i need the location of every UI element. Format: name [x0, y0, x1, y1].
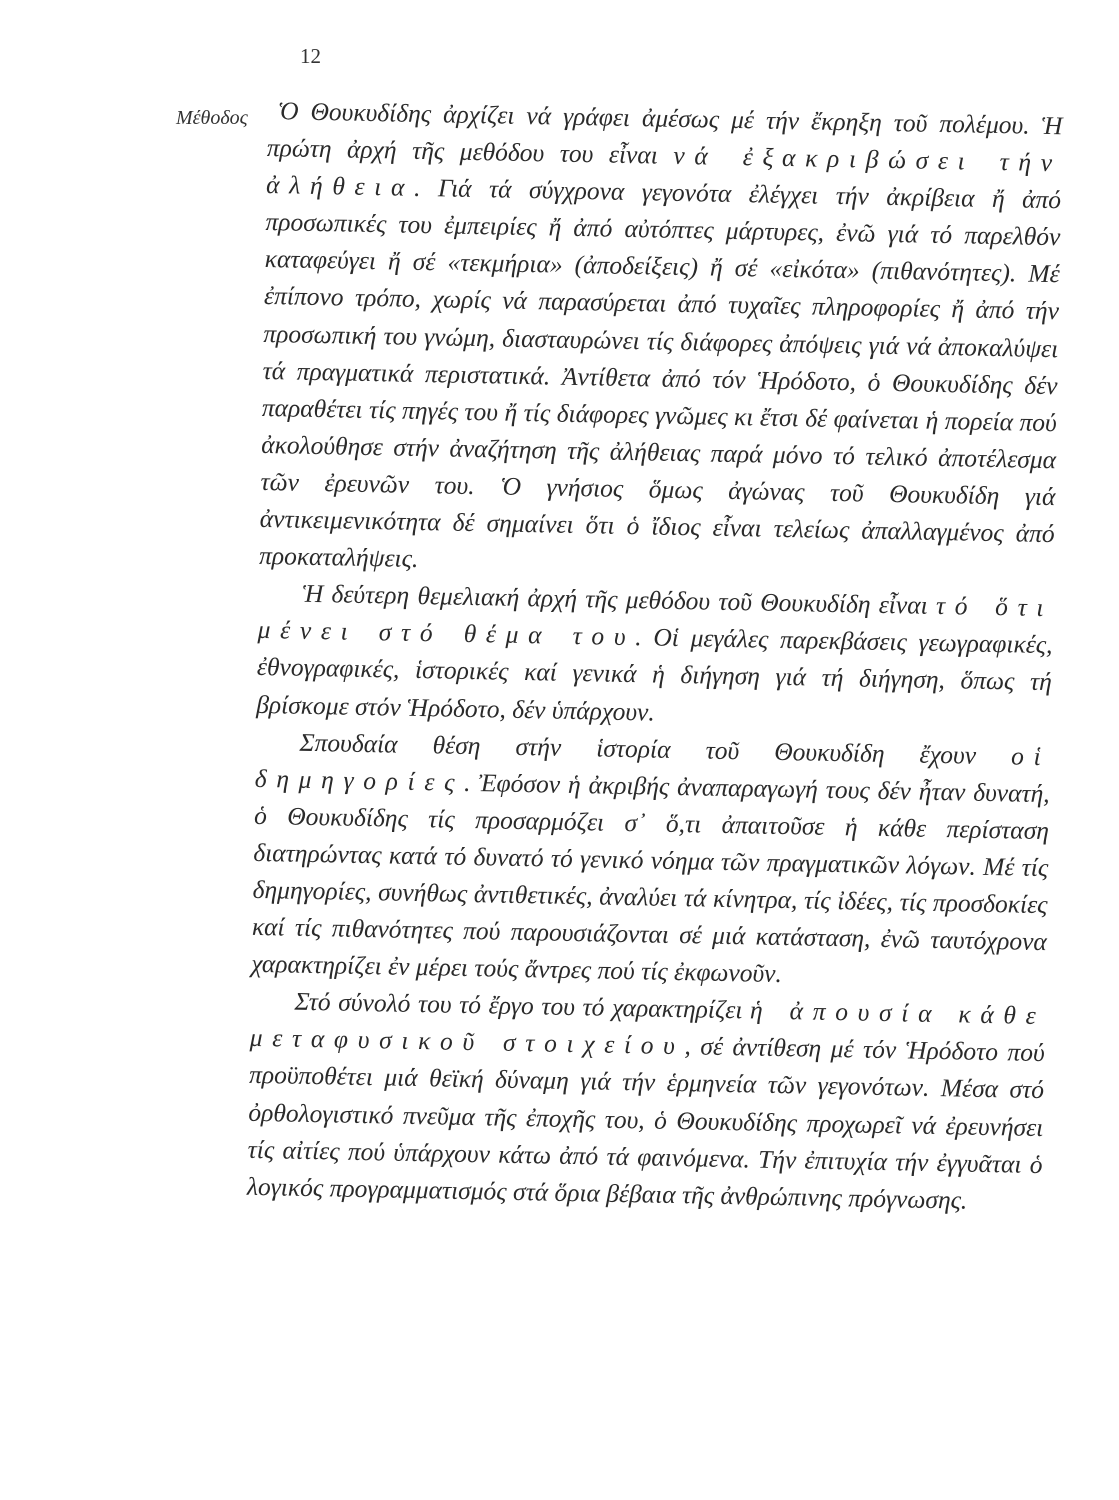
text-run: . Γιά τά σύγχρονα γεγονότα ἐλέγχει τήν ἀκρίβεια ἤ ἀπό προσωπικές του ἐμπειρίες ἤ ἀπό αὐτόπτες μάρτυρες, ἐνῶ γιά τό παρελθόν καταφεύγει ἤ σέ «τεκμήρια» (ἀποδείξεις) ἤ σέ «εἰκότα» (πιθανότητες). Μέ ἐπίπονο τρόπο, χωρίς νά παρασύρεται ἀπό τυχαῖες πληροφορίες ἤ ἀπό τήν προσωπική του γνώμη, διασταυρώνει τίς διάφορες ἀπόψεις γιά νά ἀποκαλύψει τά πραγματικά περιστατικά. Ἀντίθετα ἀπό τόν Ἡρόδοτο, ὁ Θουκυδίδης δέν παραθέτει τίς πηγές του ἤ τίς διάφορες γνῶμες κι ἔτσι δέ φαίνεται ἡ πορεία πού ἀκολούθησε στήν ἀναζήτηση τῆς ἀλήθειας παρά μόνο τό τελικό ἀποτέλεσμα τῶν ἐρευνῶν του. Ὁ γνήσιος ὅμως ἀγώνας τοῦ Θουκυδίδη γιά ἀντικειμενικότητα δέ σημαίνει ὅτι ὁ ἴδιος εἶναι τελείως ἀπαλλαγμένος ἀπό προκαταλήψεις. [258, 173, 1062, 574]
text-run: Ὁ Θουκυδίδης ἀρχίζει νά γράφει ἀμέσως μέ τήν ἔκρηξη τοῦ πολέμου. Ἡ πρώτη ἀρχή τῆς μεθόδου του εἶναι [266, 96, 1063, 170]
paragraph [259, 92, 1063, 589]
body-text [247, 92, 1063, 1220]
text-run: Στό σύνολό του τό ἔργο του τό χαρακτηρίζει [294, 986, 751, 1025]
paragraph [256, 574, 1054, 738]
emphasized-phrase: τό ὅτι μένει στό θέμα του [257, 591, 1054, 652]
text-run: Σπουδαία θέση στήν ἱστορία τοῦ Θουκυδίδη ἔχουν [299, 727, 1012, 770]
page-number: 12 [300, 44, 321, 68]
emphasized-phrase: νά ἐξακριβώσει τήν ἀλήθεια [265, 140, 1063, 203]
paragraph [247, 982, 1046, 1220]
text-run: , σέ ἀντίθεση μέ τόν Ἡρόδοτο πού προϋποθέτει μιά θεϊκή δύναμη γιά τήν ἑρμηνεία τῶν γεγονότων. Μέσα στό ὀρθολογιστικό πνεῦμα τῆς ἐποχῆς του, ὁ Θουκυδίδης προχωρεῖ νά ἐρευνήσει τίς αἰτίες πού ὑπάρχουν κάτω ἀπό τά φαινόμενα. Τήν ἐπιτυχία τήν ἐγγυᾶται ὁ λογικός προγραμματισμός στά ὅρια βέβαια τῆς ἀνθρώπινης πρόγνωσης. [246, 1031, 1045, 1215]
paragraph [251, 722, 1051, 997]
emphasized-phrase: οἱ δημηγορίες [254, 740, 1051, 797]
text-run: . Ἐφόσον ἡ ἀκριβής ἀναπαραγωγή τους δέν ἦταν δυνατή, ὁ Θουκυδίδης τίς προσαρμόζει σ᾽ ὅ,τι ἀπαιτοῦσε ἡ κάθε περίσταση διατηρώντας κατά τό δυνατό τό γενικό νόημα τῶν πραγματικῶν λόγων. Μέ τίς δημηγορίες, συνήθως ἀντιθετικές, ἀναλύει τά κίνητρα, τίς ἰδέες, τίς προσδοκίες καί τίς πιθανότητες πού παρουσιάζονται σέ μιά κατάσταση, ἐνῶ ταυτόχρονα χαρακτηρίζει ἐν μέρει τούς ἄντρες πού τίς ἐκφωνοῦν. [250, 767, 1050, 989]
text-run: Ἡ δεύτερη θεμελιακή ἀρχή τῆς μεθόδου τοῦ Θουκυδίδη εἶναι [302, 578, 937, 621]
text-run: . Οἱ μεγάλες παρεκβάσεις γεωγραφικές, ἐθνογραφικές, ἱστορικές καί γενικά ἡ διήγηση γιά τή διήγηση, ὅπως τή βρίσκομε στόν Ἡρόδοτο, δέν ὑπάρχουν. [255, 622, 1053, 727]
emphasized-phrase: ἡ ἀπουσία κάθε μεταφυσικοῦ στοιχείου [249, 995, 1046, 1061]
margin-note: Μέθοδος [176, 107, 248, 129]
